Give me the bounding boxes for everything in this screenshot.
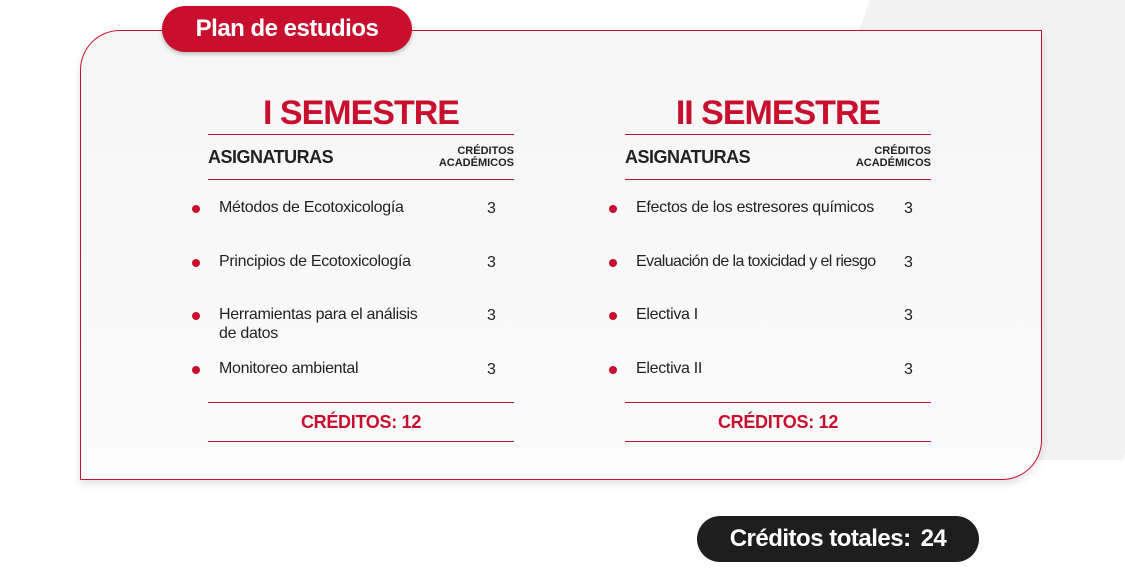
total-credits-badge [697,516,979,562]
total-credits-label: Créditos totales: [729,525,911,552]
subject-credits: 3 [904,200,913,217]
subject-credits: 3 [487,254,496,271]
list-item [625,252,931,296]
bullet-icon [609,205,617,213]
subject-name: Principios de Ecotoxicología [219,253,411,270]
list-item [625,359,931,403]
semester-1-panel [208,92,514,442]
semester-1-subject-list [208,180,514,402]
semester-2-panel [625,92,931,442]
subject-credits: 3 [904,361,913,378]
semester-1-title: I SEMESTRE [263,94,459,132]
page-title: Plan de estudios [162,6,412,52]
subject-credits: 3 [487,200,496,217]
subjects-column-header: ASIGNATURAS [625,146,751,167]
semester-1-table-header [208,134,514,180]
bullet-icon [192,366,200,374]
semester-2-credits-total: CRÉDITOS: 12 [625,402,931,442]
subject-credits: 3 [904,307,913,324]
bullet-icon [192,205,200,213]
subject-credits: 3 [487,361,496,378]
subject-name: Evaluación de la toxicidad y el riesgo [636,253,876,270]
subject-name: Efectos de los estresores químicos [636,199,874,216]
subject-name: Métodos de Ecotoxicología [219,199,404,216]
subject-name: Electiva II [636,360,703,377]
subject-name: Herramientas para el análisis de datos [219,306,418,342]
total-credits-value: 24 [920,525,947,552]
semester-1-credits-total: CRÉDITOS: 12 [208,402,514,442]
subject-name: Electiva I [636,306,698,323]
list-item [625,198,931,242]
subject-credits: 3 [904,254,913,271]
semester-2-title: II SEMESTRE [675,94,881,132]
bullet-icon [609,312,617,320]
credits-column-header: CRÉDITOS ACADÉMICOS [855,145,931,169]
list-item [208,198,514,242]
list-item [625,305,931,349]
semester-2-subject-list [625,180,931,402]
subject-credits: 3 [487,307,496,324]
bullet-icon [192,312,200,320]
bullet-icon [609,366,617,374]
subject-name: Monitoreo ambiental [219,360,359,377]
subjects-column-header: ASIGNATURAS [208,146,334,167]
list-item [208,305,514,349]
credits-column-header: CRÉDITOS ACADÉMICOS [438,145,514,169]
list-item [208,252,514,296]
list-item [208,359,514,403]
semester-2-table-header [625,134,931,180]
bullet-icon [192,259,200,267]
bullet-icon [609,259,617,267]
